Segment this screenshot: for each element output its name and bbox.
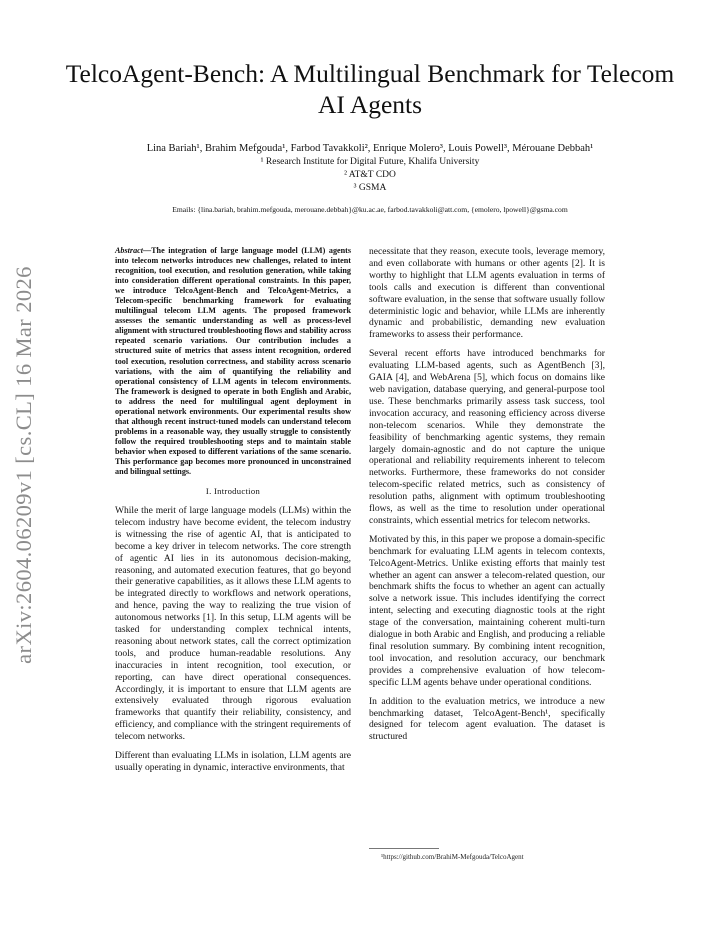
affiliation-1: ¹ Research Institute for Digital Future, Khalifa University [260,157,480,167]
right-paragraph-2: Several recent efforts have introduced benchmarks for evaluating LLM-based agents, such as AgentBench [3], GAIA [4], and WebArena [5], which focus on domains like web navigation, database querying, and general-purpose tool use. These benchmarks primarily assess task success, tool invocation accuracy, and reasoning efficiency across diverse non-telecom scenarios. While they demonstrate the feasibility of benchmarking agentic systems, they remain largely domain-agnostic and do not capture the unique operational and reliability requirements inherent to telecom networks. Furthermore, these frameworks do not consider telecom-specific related metrics, such as consistency of resolution paths, alignment with optimum troubleshooting flows, as well as the time to resolution under operational constraints, which essential metrics for telecom networks. [369,348,605,526]
footnote-link[interactable]: ¹https://github.com/BrahiM-Mefgouda/TelcoAgent [381,853,524,861]
author-emails: Emails: {lina.bariah, brahim.mefgouda, merouane.debbah}@ku.ac.ae, farbod.tavakkoli@att.com, {emolero, lpowell}@gsma.com [172,205,568,214]
right-paragraph-1: necessitate that they reason, execute tools, leverage memory, and even collaborate with humans or other agents [2]. It is worthy to highlight that LLM agents evaluation in terms of tools calls and execution is different than conventional software evaluation, in the sense that software usually follow deterministic logic and behavior, while LLMs are inherently dynamic and probabilistic, demanding new evaluation frameworks to assess their performance. [369,246,605,341]
abstract-text: —The integration of large language model (LLM) agents into telecom networks introduces new challenges, related to intent recognition, tool execution, and resolution generation, while taking into consideration different operational constraints. In this paper, we introduce TelcoAgent-Bench and TelcoAgent-Metrics, a Telecom-specific benchmarking framework for evaluating multilingual telecom LLM agents. The proposed framework assesses the semantic understanding as well as process-level alignment with structured troubleshooting flows and stability across repeated scenario variations. Our contribution includes a structured suite of metrics that assess intent recognition, ordered tool execution, resolution correctness, and stability across scenario variations, with the aim of quantifying the reliability and operational consistency of LLM agents in telecom environments. The framework is designed to operate in both English and Arabic, to address the need for multilingual agent deployment in operational network environments. Our experimental results show that although recent instruct-tuned models can understand telecom problems in a reasonable way, they usually struggle to consistently follow the required troubleshooting steps and to maintain stable behavior when exposed to different variations of the same scenario. This performance gap becomes more pronounced in unconstrained and bilingual settings. [115,246,351,477]
abstract [115,246,351,477]
arxiv-watermark [4,250,44,680]
section-heading-introduction: I. Introduction [205,486,261,497]
intro-paragraph-2: Different than evaluating LLMs in isolation, LLM agents are usually operating in dynamic, interactive environments, that [115,750,351,774]
author-list: Lina Bariah¹, Brahim Mefgouda¹, Farbod Tavakkoli², Enrique Molero³, Louis Powell³, Mérouane Debbah¹ [146,143,594,154]
right-paragraph-4: In addition to the evaluation metrics, we introduce a new benchmarking dataset, TelcoAgent-Bench¹, specifically designed for telecom agent evaluation. The dataset is structured [369,695,605,743]
right-paragraph-3: Motivated by this, in this paper we propose a domain-specific benchmark for evaluating LLM agents in telecom contexts, TelcoAgent-Metrics. Unlike existing efforts that mainly test whether an agent can answer a telecom-related question, our benchmark shifts the focus to whether an agent can actually solve a network issue. This includes identifying the correct intent, selecting and executing diagnostic tools at the right stage of the conversation, maintaining coherent multi-turn dialogue in both Arabic and English, and producing a reliable final resolution summary. By combining intent recognition, tool invocation, and resolution accuracy, our benchmark provides a comprehensive evaluation of how telecom-specific LLM agents behave under operational conditions. [369,533,605,688]
left-column [115,246,351,774]
intro-paragraph-1: While the merit of large language models (LLMs) within the telecom industry have become evident, the telecom industry is witnessing the rise of agentic AI, that is anticipated to become a key driver in telecom networks. The core strength of agentic AI lies in its autonomous decision-making, reasoning, and automated execution features, that go beyond their generative capabilities, as it allows these LLM agents to be integrated directly to workflows and network operations, and hence, paving the way to realizing the true vision of autonomous networks [1]. In this setup, LLM agents will be tasked for understanding complex technical intents, reasoning about network states, call the correct optimization tools, and produce human-readable resolutions. Any inaccuracies in intent recognition, tool execution, or reporting, can have direct operational consequences. Accordingly, it is important to ensure that LLM agents are extensively evaluated through rigorous evaluation frameworks that quantify their reliability, consistency, and efficiency, and compliance with the stringent requirements of telecom networks. [115,504,351,743]
footnote-rule [369,848,439,849]
affiliation-2: ² AT&T CDO [344,170,396,180]
right-column [369,246,605,743]
paper-title: TelcoAgent-Bench: A Multilingual Benchmark for Telecom AI Agents [65,59,675,119]
abstract-label: Abstract [115,246,143,255]
affiliation-3: ³ GSMA [353,183,387,193]
arxiv-watermark-text: arXiv:2604.06209v1 [cs.CL] 16 Mar 2026 [11,266,36,664]
